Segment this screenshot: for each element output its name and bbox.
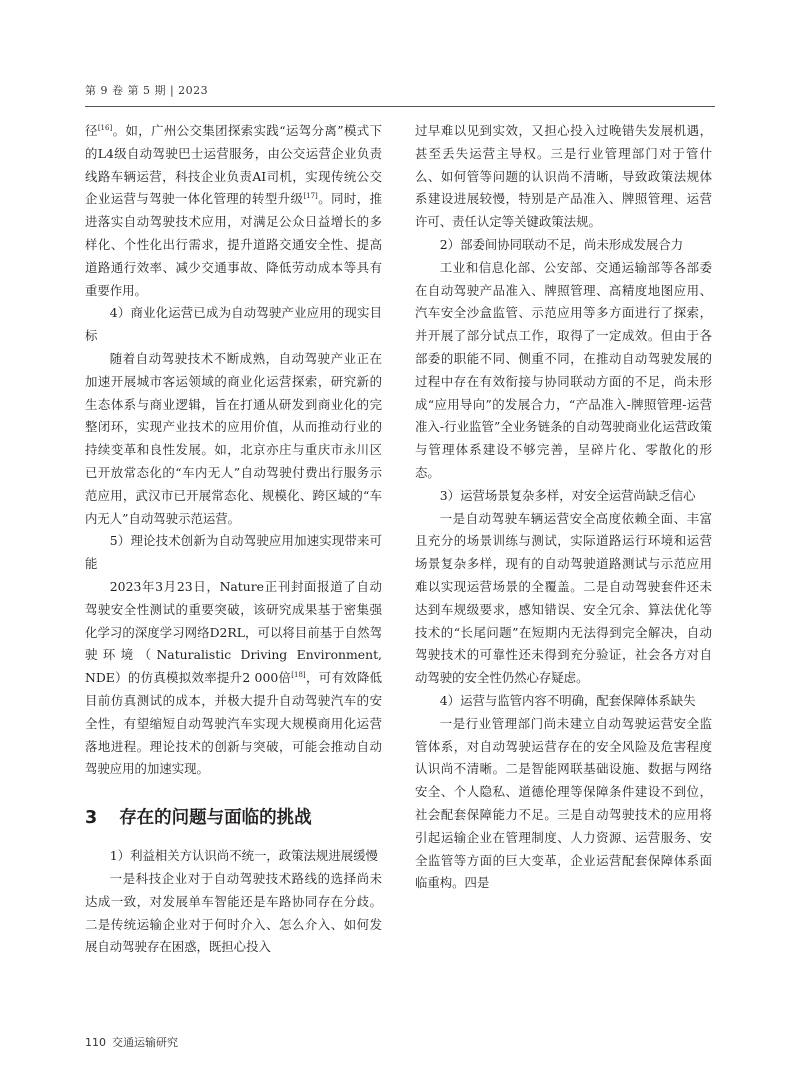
paragraph: 径[16]。如，广州公交集团探索实践“运驾分离”模式下的L4级自动驾驶巴士运营服务，由公交运营企业负责线路车辆运营，科技企业负责AI司机，实现传统公交企业运营与驾驶一体化管理的转型升级[17]。同时，推进落实自动驾驶技术应用，对满足公众日益增长的多样化、个性化出行需求，提升道路交通安全性、提高道路通行效率、减少交通事故、降低劳动成本等具有重要作用。	[85, 123, 383, 298]
subheading: 2）部委间协同联动不足，尚未形成发展合力	[439, 236, 684, 252]
paragraph: 一是行业管理部门尚未建立自动驾驶运营安全监管体系，对自动驾驶运营存在的安全风险及危害程度认识尚不清晰。二是智能网联基础设施、数据与网络安全、个人隐私、道德伦理等保障条件建设不到位，社会配套保障能力不足。三是自动驾驶技术的应用将引起运输企业在管理制度、人力资源、运营服务、安全监管等方面的巨大变革，企业运营配套保障体系面临重构。四是	[415, 715, 712, 891]
journal-name: 交通运输研究	[112, 1036, 178, 1049]
left-column	[85, 120, 382, 959]
paragraph: 一是科技企业对于自动驾驶技术路线的选择尚未达成一致，对发展单车智能还是车路协同存在分歧。二是传统运输企业对于何时介入、怎么介入、如何发展自动驾驶存在困惑，既担心投入	[85, 870, 382, 955]
section-title: 存在的问题与面临的挑战	[119, 808, 312, 829]
paragraph: 随着自动驾驶技术不断成熟，自动驾驶产业正在加速开展城市客运领域的商业化运营探索，研究新的生态体系与商业逻辑，旨在打通从研发到商业化的完整闭环，实现产业技术的应用价值，从而推动行业的持续变革和良性发展。如，北京亦庄与重庆市永川区已开放常态化的“车内无人”自动驾驶付费出行服务示范应用，武汉市已开展常态化、规模化、跨区域的“车内无人”自动驾驶示范运营。	[85, 350, 382, 526]
header-divider	[85, 106, 715, 107]
citation: [17]	[303, 192, 318, 201]
paragraph: 一是自动驾驶车辆运营安全高度依赖全面、丰富且充分的场景训练与测试，实际道路运行环境和运营场景复杂多样，现有的自动驾驶道路测试与示范应用难以实现运营场景的全覆盖。二是自动驾驶套件还未达到车规级要求，感知错误、安全冗余、算法优化等技术的“长尾问题”在短期内无法得到完全解决，自动驾驶技术的可靠性还未得到充分验证，社会各方对自动驾驶的安全性仍然心存疑虑。	[415, 510, 712, 686]
subheading: 3）运营场景复杂多样，对安全运营尚缺乏信心	[439, 487, 696, 503]
paragraph: 过早难以见到实效，又担心投入过晚错失发展机遇，甚至丢失运营主导权。三是行业管理部门对于管什么、如何管等问题的认识尚不清晰，导致政策法规体系建设进展较慢，特别是产品准入、牌照管理、运营许可、责任认定等关键政策法规。	[415, 123, 712, 230]
subheading: 4）运营与监管内容不明确，配套保障体系缺失	[439, 692, 696, 708]
citation: [18]	[291, 671, 306, 679]
running-footer	[85, 1034, 178, 1050]
subheading: 5）理论技术创新为自动驾驶应用加速实现带来可能	[85, 533, 382, 572]
section-heading	[85, 805, 382, 831]
section-number: 3	[85, 808, 98, 829]
page-number: 110	[85, 1036, 106, 1049]
subheading: 1）利益相关方认识尚不统一，政策法规进展缓慢	[109, 848, 378, 864]
citation: [16]	[97, 123, 113, 132]
subheading: 4）商业化运营已成为自动驾驶产业应用的现实目标	[85, 305, 382, 344]
paragraph: 工业和信息化部、公安部、交通运输部等各部委在自动驾驶产品准入、牌照管理、高精度地图应用、汽车安全沙盒监管、示范应用等多方面进行了探索，并开展了部分试点工作，取得了一定成效。但由于各部委的职能不同、侧重不同，在推动自动驾驶发展的过程中存在有效衔接与协同联动方面的不足，尚未形成“应用导向”的发展合力，“产品准入-牌照管理-运营准入-行业监管”全业务链条的自动驾驶商业化运营政策与管理体系建设不够完善，呈碎片化、零散化的形态。	[415, 259, 712, 480]
paragraph: 2023年3月23日，Nature正刊封面报道了自动驾驶安全性测试的重要突破，该研究成果基于密集强化学习的深度学习网络D2RL，可以将目前基于自然驾驶环境（Naturalistic Driving Environment, NDE）的仿真模拟效率提升2 000倍[18]，可有效降低目前仿真测试的成本，并极大提升自动驾驶汽车的安全性，有望缩短自动驾驶汽车实现大规模商用化运营落地进程。理论技术的创新与突破，可能会推动自动驾驶应用的加速实现。	[85, 578, 383, 777]
right-column	[415, 120, 712, 895]
running-header: 第 9 卷 第 5 期 | 2023	[85, 84, 209, 97]
